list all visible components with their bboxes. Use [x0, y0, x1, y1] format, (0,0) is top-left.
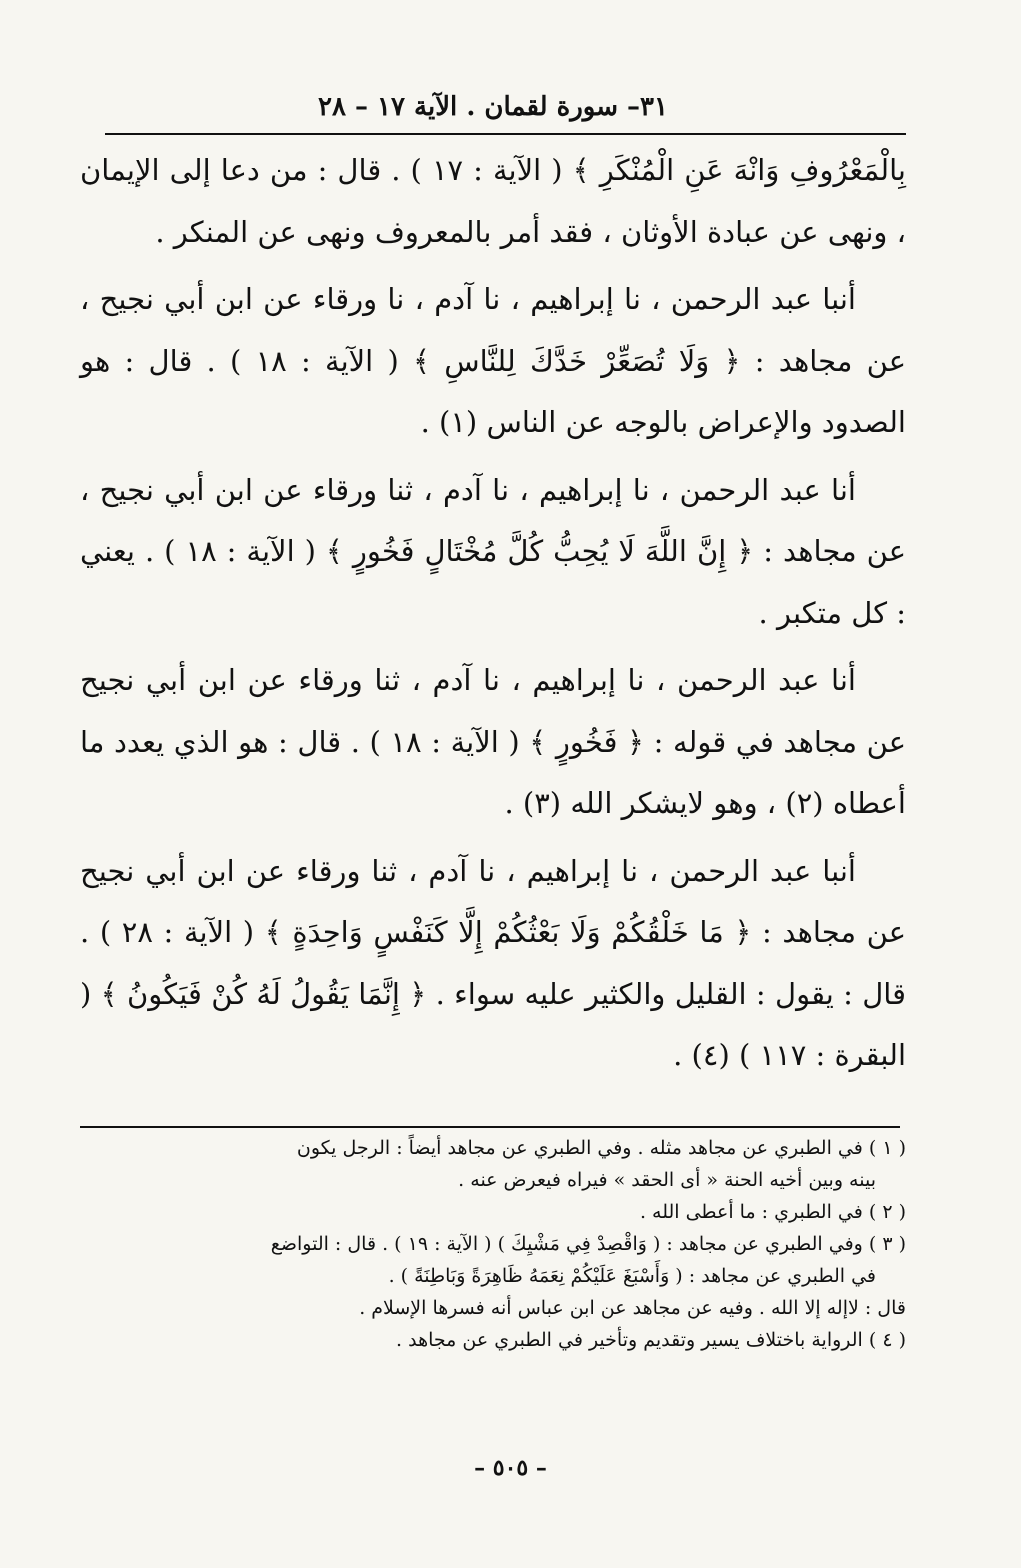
- footnote-rule: [80, 1126, 900, 1128]
- paragraph-1: بِالْمَعْرُوفِ وَانْهَ عَنِ الْمُنْكَرِ ﴾ ( الآية : ١٧ ) . قال : من دعا إلى الإيمان ، ونهى عن عبادة الأوثان ، فقد أمر بالمعروف ونهى عن المنكر .: [80, 153, 906, 249]
- footnote-3-continuation: في الطبري عن مجاهد : ( وَأَسْبَغَ عَلَيْكُمْ نِعَمَهُ ظَاهِرَةً وَبَاطِنَةً ) .: [388, 1265, 876, 1287]
- footnote-1: ( ١ ) في الطبري عن مجاهد مثله . وفي الطبري عن مجاهد أيضاً : الرجل يكون: [296, 1137, 906, 1159]
- page-number: – ٥٠٥ –: [474, 1455, 547, 1481]
- header-rule: [105, 133, 906, 135]
- paragraph-2: أنبا عبد الرحمن ، نا إبراهيم ، نا آدم ، نا ورقاء عن ابن أبي نجيح ، عن مجاهد : ﴿ وَلَا تُصَعِّرْ خَدَّكَ لِلنَّاسِ ﴾ ( الآية : ١٨ ) . قال : هو الصدود والإعراض بالوجه عن الناس (١) .: [80, 282, 907, 439]
- running-header: ٣١– سورة لقمان . الآية ١٧ – ٢٨: [318, 92, 668, 122]
- footnote-2: ( ٢ ) في الطبري : ما أعطى الله .: [639, 1201, 906, 1223]
- footnote-3: ( ٣ ) وفي الطبري عن مجاهد : ( وَاقْصِدْ فِي مَشْيِكَ ) ( الآية : ١٩ ) . قال : التواضع: [270, 1233, 906, 1255]
- footnotes: [60, 1132, 906, 1356]
- paragraph-4: أنا عبد الرحمن ، نا إبراهيم ، نا آدم ، ثنا ورقاء عن ابن أبي نجيح عن مجاهد في قوله : ﴿ فَخُورٍ ﴾ ( الآية : ١٨ ) . قال : هو الذي يعدد ما أعطاه (٢) ، وهو لايشكر الله (٣) .: [80, 663, 906, 820]
- footnote-1-continuation: بينه وبين أخيه الحنة « أى الحقد » فيراه فيعرض عنه .: [458, 1169, 876, 1191]
- footnote-3-continuation-2: قال : لاإله إلا الله . وفيه عن مجاهد عن ابن عباس أنه فسرها الإسلام .: [359, 1297, 906, 1319]
- footnote-4: ( ٤ ) الرواية باختلاف يسير وتقديم وتأخير في الطبري عن مجاهد .: [396, 1329, 906, 1351]
- main-text: [80, 140, 906, 1093]
- paragraph-5: أنبا عبد الرحمن ، نا إبراهيم ، نا آدم ، ثنا ورقاء عن ابن أبي نجيح عن مجاهد : ﴿ مَا خَلْقُكُمْ وَلَا بَعْثُكُمْ إِلَّا كَنَفْسٍ وَاحِدَةٍ ﴾ ( الآية : ٢٨ ) . قال : يقول : القليل والكثير عليه سواء . ﴿ إِنَّمَا يَقُولُ لَهُ كُنْ فَيَكُونُ ﴾ ( البقرة : ١١٧ ) (٤) .: [80, 853, 907, 1072]
- paragraph-3: أنا عبد الرحمن ، نا إبراهيم ، نا آدم ، ثنا ورقاء عن ابن أبي نجيح ، عن مجاهد : ﴿ إِنَّ اللَّهَ لَا يُحِبُّ كُلَّ مُخْتَالٍ فَخُورٍ ﴾ ( الآية : ١٨ ) . يعني : كل متكبر .: [80, 472, 907, 630]
